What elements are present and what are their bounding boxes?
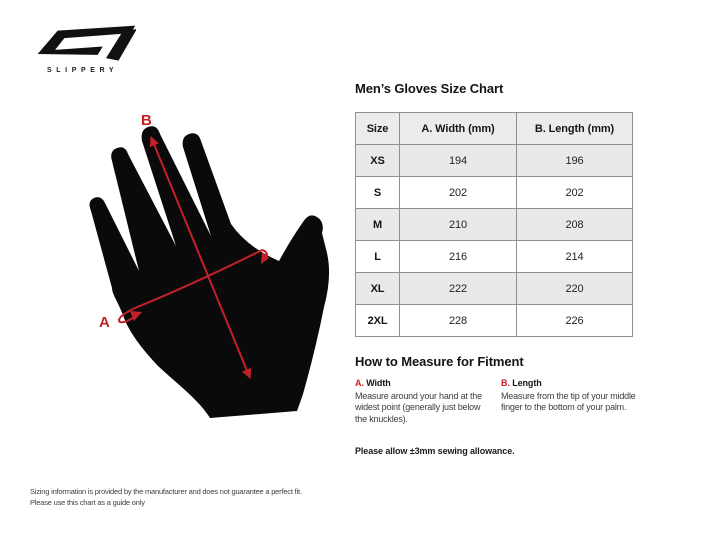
measure-key-b: B.: [501, 378, 510, 388]
size-cell: S: [356, 177, 400, 209]
measure-label-width: [355, 378, 494, 388]
column-header-width: A. Width (mm): [400, 113, 517, 145]
width-cell: 228: [400, 305, 517, 337]
table-header-row: [356, 113, 633, 145]
length-cell: 208: [517, 209, 633, 241]
width-cell: 222: [400, 273, 517, 305]
width-cell: 202: [400, 177, 517, 209]
measure-title-b: Length: [512, 378, 542, 388]
measure-text-length: Measure from the tip of your middle finger to the bottom of your palm.: [501, 391, 636, 413]
hand-silhouette: [90, 126, 330, 418]
page-title: Men’s Gloves Size Chart: [355, 81, 504, 96]
size-cell: XL: [356, 273, 400, 305]
allowance-note: Please allow ±3mm sewing allowance.: [355, 445, 515, 456]
width-cell: 216: [400, 241, 517, 273]
measure-text-width: Measure around your hand at the widest point (generally just below the knuckles).: [355, 391, 482, 424]
length-cell: 214: [517, 241, 633, 273]
size-table: [355, 112, 633, 337]
size-cell: 2XL: [356, 305, 400, 337]
label-b: B: [141, 112, 152, 129]
width-cell: 210: [400, 209, 517, 241]
size-cell: M: [356, 209, 400, 241]
table-row: [356, 241, 633, 273]
table-row: [356, 273, 633, 305]
size-cell: XS: [356, 145, 400, 177]
measure-columns: [355, 378, 641, 425]
size-chart-panel: [355, 82, 641, 456]
length-cell: 220: [517, 273, 633, 305]
table-row: [356, 177, 633, 209]
table-row: [356, 305, 633, 337]
length-cell: 202: [517, 177, 633, 209]
label-a: A: [99, 314, 110, 331]
footer-line-2: Please use this chart as a guide only: [30, 497, 145, 507]
size-table-body: [356, 145, 633, 337]
size-cell: L: [356, 241, 400, 273]
slippery-s-icon: [36, 24, 136, 64]
measure-title-a: Width: [366, 378, 391, 388]
table-row: [356, 145, 633, 177]
footer-line-1: Sizing information is provided by the manufacturer and does not guarantee a perfect fit.: [30, 487, 302, 496]
brand-logo: [36, 24, 144, 74]
length-cell: 226: [517, 305, 633, 337]
measure-label-length: [501, 378, 640, 388]
measure-key-a: A.: [355, 378, 364, 388]
footer-disclaimer: [30, 487, 390, 509]
measure-item-length: [501, 378, 640, 425]
length-cell: 196: [517, 145, 633, 177]
hand-measurement-diagram: [80, 100, 350, 430]
brand-name: SLIPPERY: [47, 67, 119, 74]
measure-heading: How to Measure for Fitment: [355, 354, 524, 369]
width-cell: 194: [400, 145, 517, 177]
column-header-length: B. Length (mm): [517, 113, 633, 145]
measure-item-width: [355, 378, 494, 425]
column-header-size: Size: [356, 113, 400, 145]
table-row: [356, 209, 633, 241]
